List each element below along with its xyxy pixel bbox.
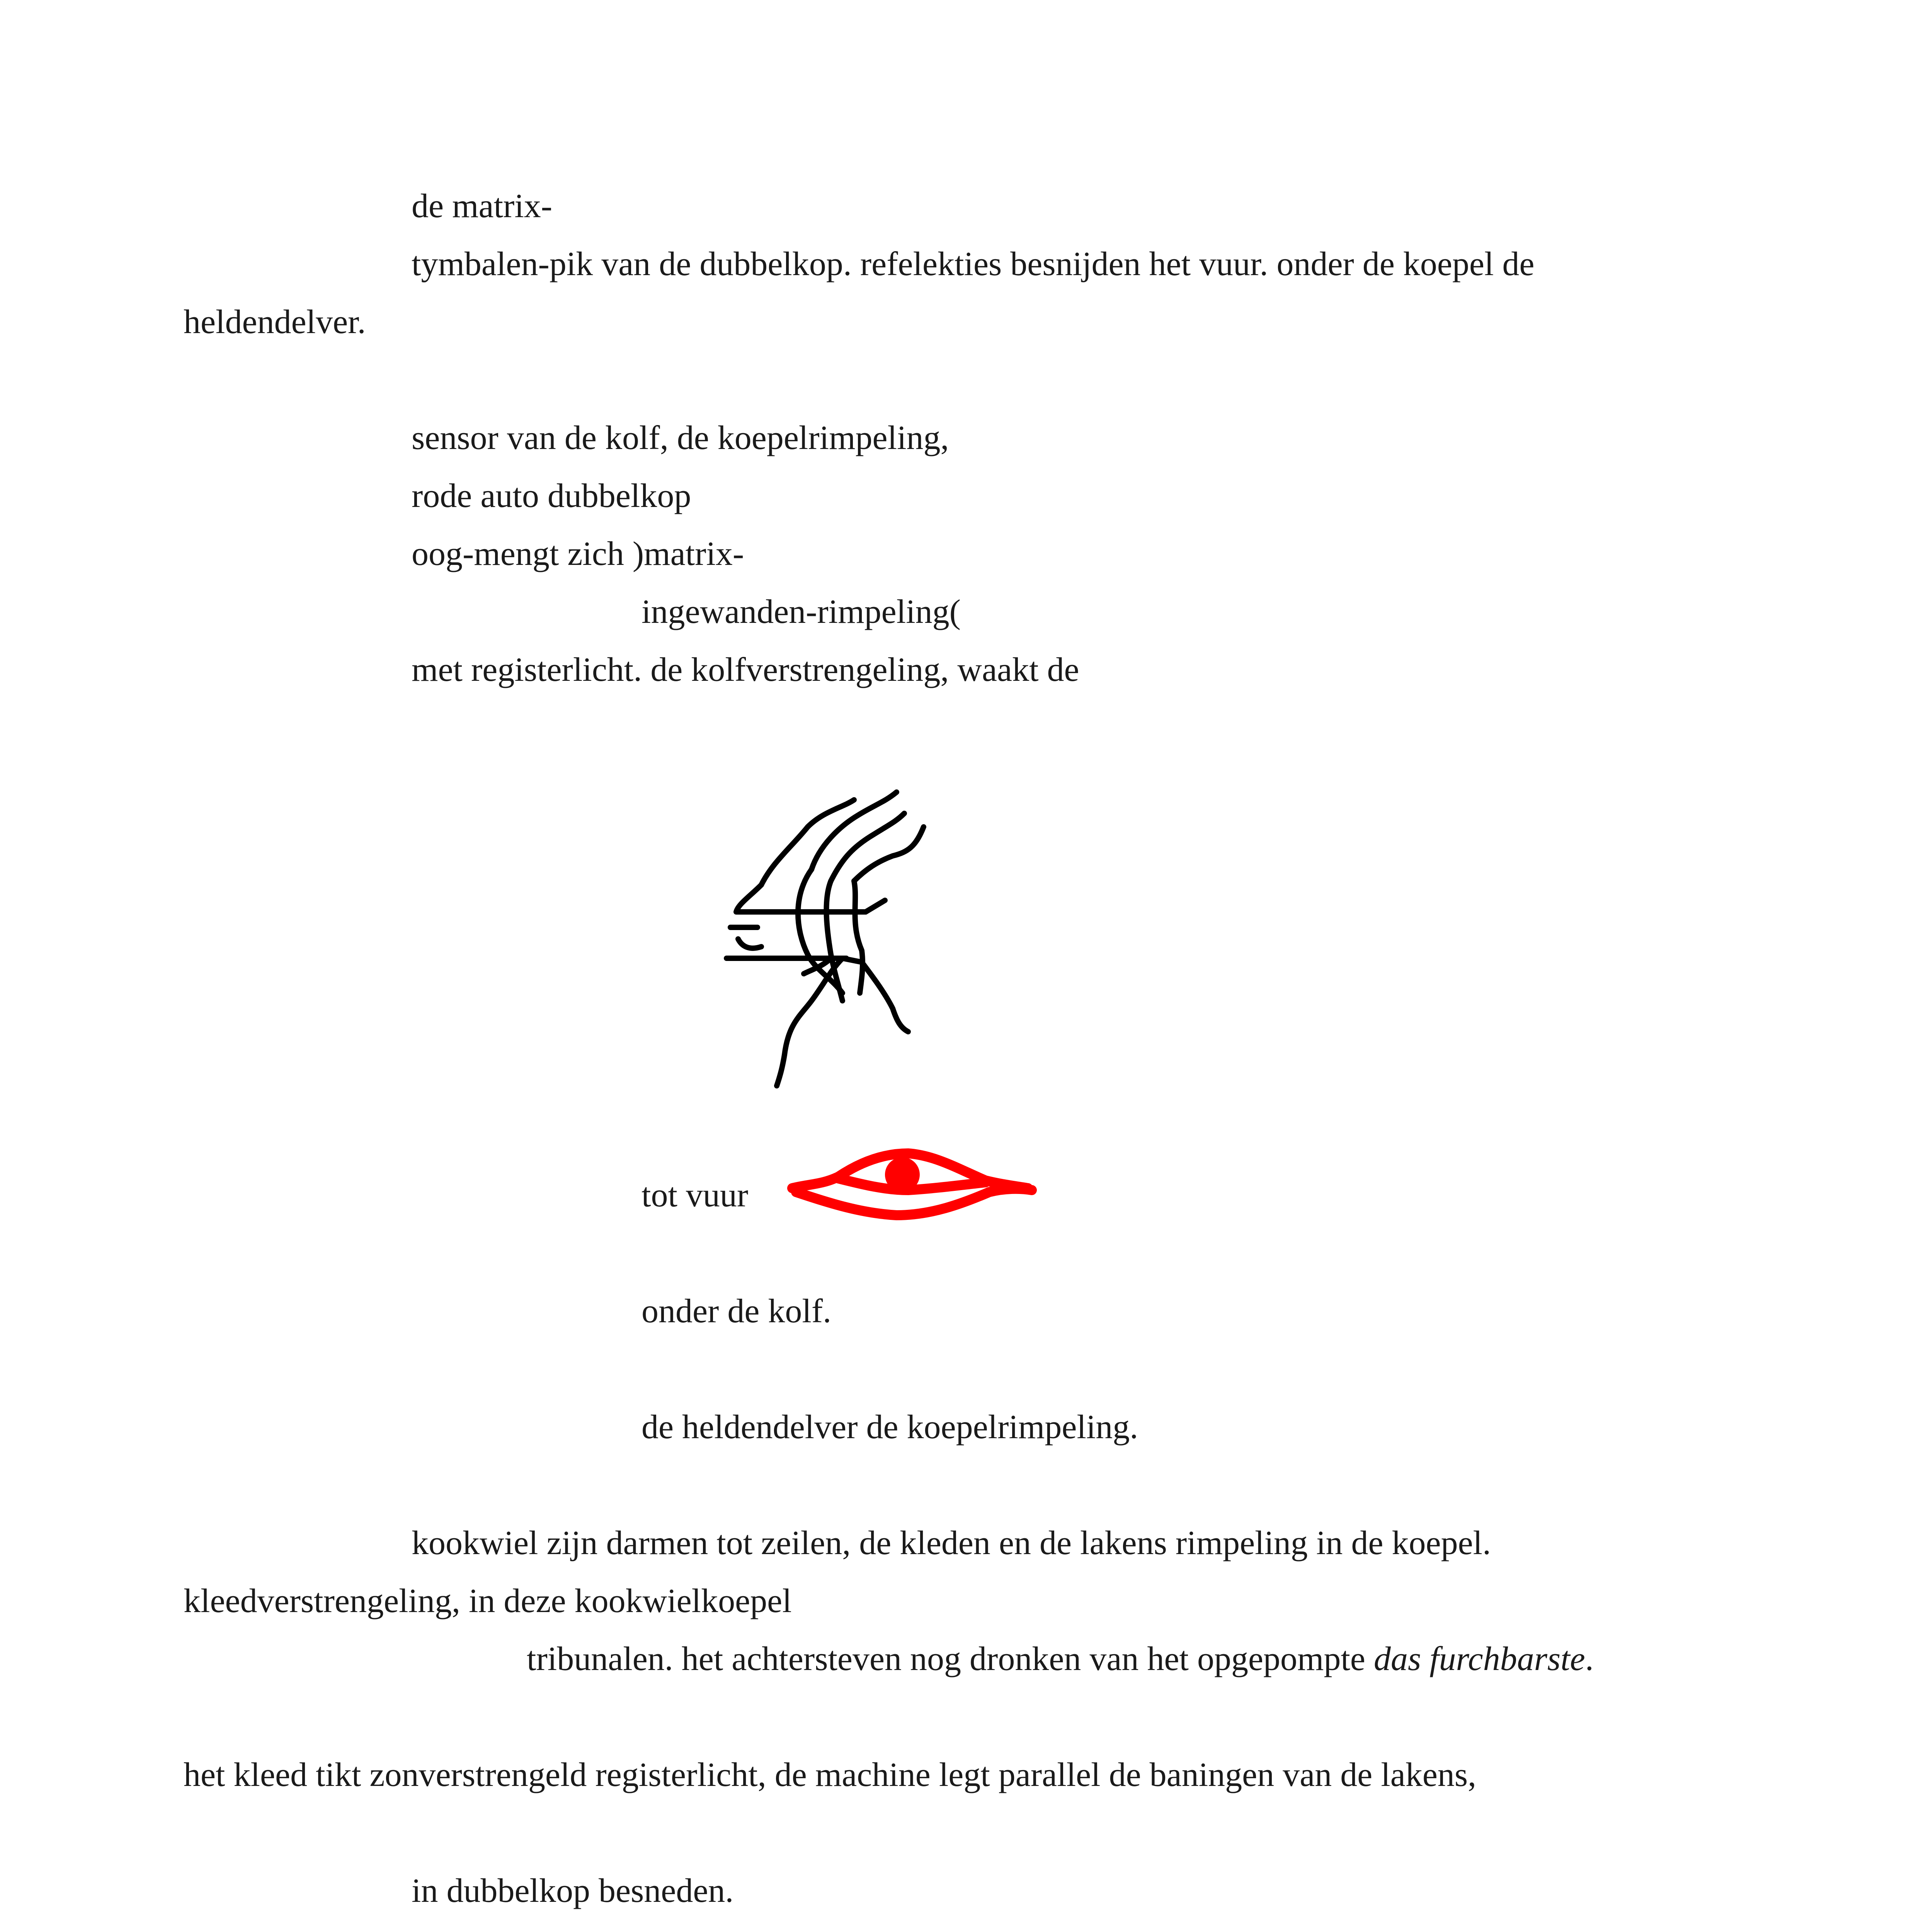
poem-line: tymbalen-pik van de dubbelkop. refelekties besnijden het vuur. onder de koepel de xyxy=(412,245,1535,283)
poem-line: sensor van de kolf, de koepelrimpeling, xyxy=(412,419,949,457)
head-sketch-icon xyxy=(715,784,1001,1101)
poem-line: heldendelver. xyxy=(184,303,366,341)
poem-line: de heldendelver de koepelrimpeling. xyxy=(642,1408,1138,1446)
line-text: . xyxy=(1585,1640,1594,1678)
poem-line: ingewanden-rimpeling( xyxy=(642,593,961,631)
poem-line: in dubbelkop besneden. xyxy=(412,1872,734,1910)
poem-line: kookwiel zijn darmen tot zeilen, de kleden en de lakens rimpeling in de koepel. xyxy=(412,1524,1491,1562)
italic-phrase: das furchbarste xyxy=(1373,1640,1585,1678)
poem-line: de matrix- xyxy=(412,187,553,225)
poem-line: met registerlicht. de kolfverstrengeling, waakt de xyxy=(412,651,1079,689)
poem-line: kleedverstrengeling, in deze kookwielkoepel xyxy=(184,1582,792,1620)
poem-line: oog-mengt zich )matrix- xyxy=(412,535,744,573)
red-eye-icon xyxy=(784,1146,1040,1223)
poem-line xyxy=(527,1642,1594,1676)
poem-line: rode auto dubbelkop xyxy=(412,477,691,515)
poem-line: tot vuur xyxy=(642,1177,749,1214)
poem-line: onder de kolf. xyxy=(642,1293,832,1330)
poem-line: het kleed tikt zonverstrengeld registerlicht, de machine legt parallel de baningen van de lakens, xyxy=(184,1756,1477,1794)
line-text: tribunalen. het achtersteven nog dronken van het opgepompte xyxy=(527,1640,1374,1678)
